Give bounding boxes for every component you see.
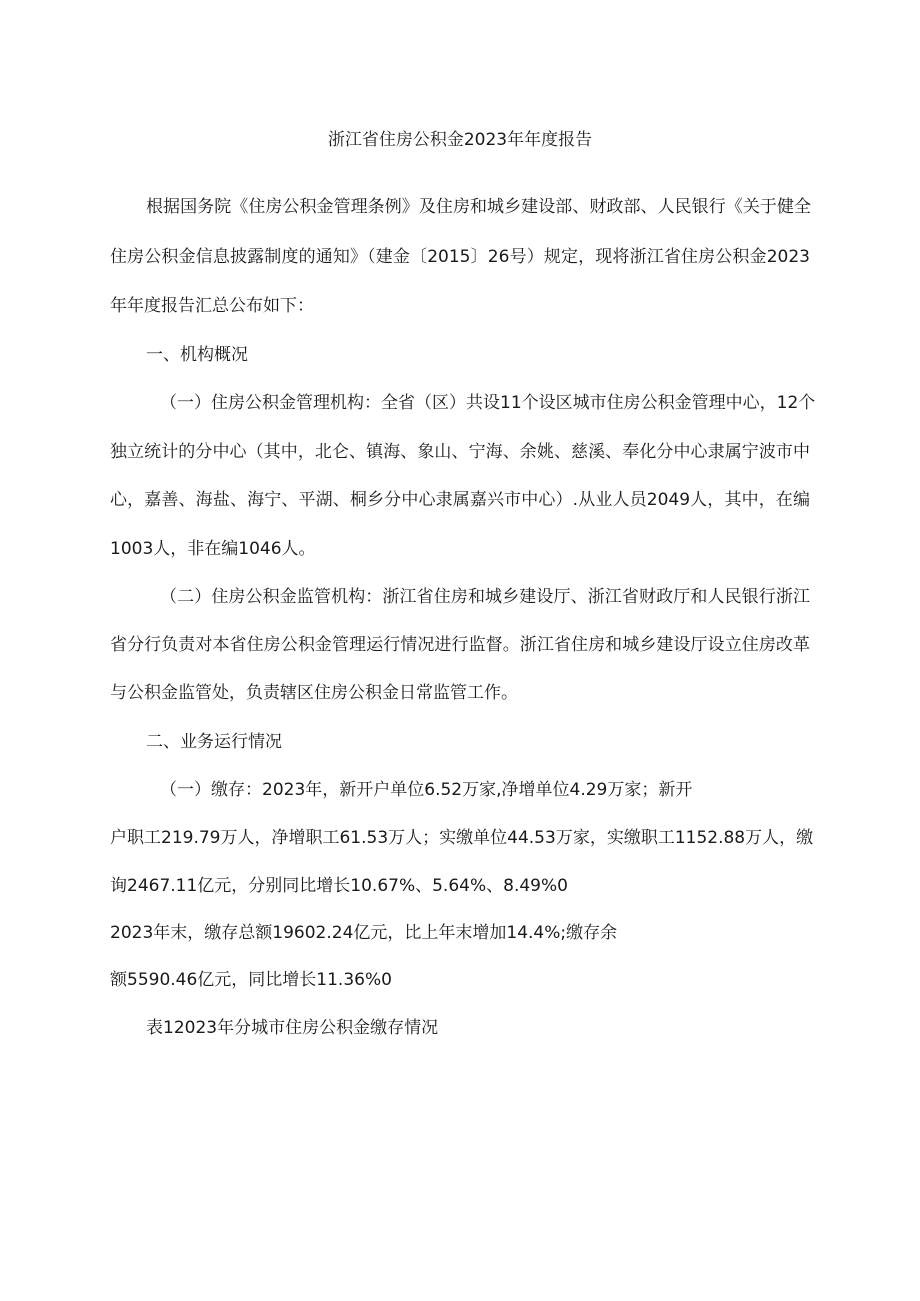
section1-part1-line-2: 独立统计的分中心（其中，北仑、镇海、象山、宁海、余姚、慈溪、奉化分中心隶属宁波市中	[110, 442, 810, 462]
section2-part1-line-5: 额5590.46亿元，同比增长11.36%0	[110, 970, 392, 990]
intro-line-3: 年年度报告汇总公布如下：	[110, 296, 314, 316]
section1-part1-line-4: 1003人，非在编1046人。	[110, 539, 316, 559]
intro-line-1: 根据国务院《住房公积金管理条例》及住房和城乡建设部、财政部、人民银行《关于健全	[146, 197, 811, 217]
section1-heading: 一、机构概况	[146, 345, 248, 365]
intro-line-2: 住房公积金信息披露制度的通知》（建金〔2015〕26号）规定，现将浙江省住房公积金2023	[110, 247, 810, 267]
section1-part2-line-2: 省分行负责对本省住房公积金管理运行情况进行监督。浙江省住房和城乡建设厅设立住房改革	[110, 635, 810, 655]
section2-part1-line-4: 2023年末，缴存总额19602.24亿元，比上年末增加14.4%;缴存余	[110, 923, 618, 943]
section2-part1-line-2: 户职工219.79万人，净增职工61.53万人；实缴单位44.53万家，实缴职工1152.88万人，缴	[110, 828, 814, 848]
section2-heading: 二、业务运行情况	[146, 732, 282, 752]
document-title: 浙江省住房公积金2023年年度报告	[327, 130, 593, 150]
table-caption: 表12023年分城市住房公积金缴存情况	[146, 1018, 439, 1038]
section1-part1-line-3: 心，嘉善、海盐、海宁、平湖、桐乡分中心隶属嘉兴市中心）.从业人员2049人，其中，在编	[110, 490, 810, 510]
section2-part1-line-1: （一）缴存：2023年，新开户单位6.52万家,净增单位4.29万家；新开	[160, 780, 693, 800]
section1-part2-line-3: 与公积金监管处，负责辖区住房公积金日常监管工作。	[110, 683, 518, 703]
section2-part1-line-3: 询2467.11亿元，分别同比增长10.67%、5.64%、8.49%0	[110, 876, 568, 896]
section1-part1-line-1: （一）住房公积金管理机构：全省（区）共设11个设区城市住房公积金管理中心，12个	[160, 393, 816, 413]
section1-part2-line-1: （二）住房公积金监管机构：浙江省住房和城乡建设厅、浙江省财政厅和人民银行浙江	[160, 587, 810, 607]
